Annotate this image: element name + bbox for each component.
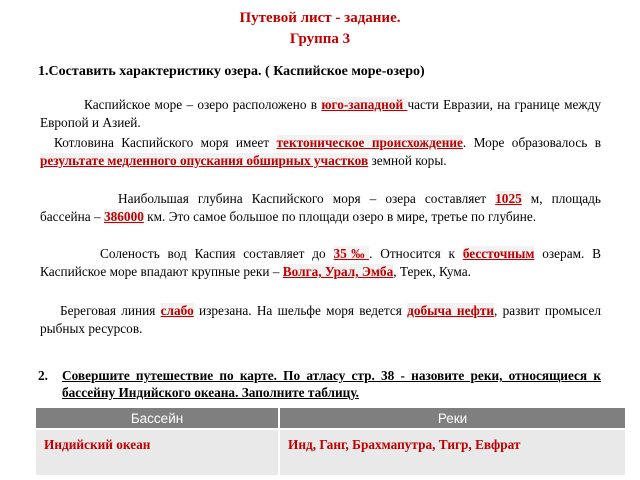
text: Котловина Каспийского моря имеет xyxy=(54,135,277,150)
table-header-basin: Бассейн xyxy=(36,408,279,429)
text: части Евразии, на границе между Европой и Азией. xyxy=(40,97,601,130)
text: Соленость вод Каспия составляет до xyxy=(100,246,334,261)
text: . Относится к xyxy=(369,246,463,261)
text: , Терек, Кума. xyxy=(393,264,471,279)
task2-text: Совершите путешествие по карте. По атласу стр. 38 - назовите реки, относящиеся к бассейну Индийского океана. Заполните таблицу. xyxy=(62,368,601,400)
task2-number: 2. xyxy=(38,368,48,383)
table-cell-basin: Индийский океан xyxy=(36,429,279,475)
paragraph-depth xyxy=(40,190,601,226)
group-subtitle: Группа 3 xyxy=(289,31,351,47)
text: изрезана. На шельфе моря ведется xyxy=(193,303,408,318)
table-header-rivers: Реки xyxy=(279,408,625,429)
answer-coastline: слабо xyxy=(160,303,194,318)
answer-location: юго-западной xyxy=(321,97,408,112)
text: км. Это самое большое по площади озеро в мире, третье по глубине. xyxy=(143,209,537,224)
page-title: Путевой лист - задание. xyxy=(239,10,401,26)
answer-depth: 1025 xyxy=(495,191,522,206)
rivers-table xyxy=(36,408,625,475)
text: Каспийское море – озеро расположено в xyxy=(84,97,322,112)
text: , развит промысел рыбных ресурсов. xyxy=(40,303,601,336)
table-row xyxy=(36,429,625,475)
answer-salinity: 35‰ xyxy=(333,246,370,261)
paragraph-coastline xyxy=(40,302,601,338)
answer-area: 386000 xyxy=(103,209,144,224)
task1-heading: 1.Составить характеристику озера. ( Каспийское море-озеро) xyxy=(38,64,425,79)
paragraph-origin xyxy=(40,134,601,170)
text: земной коры. xyxy=(368,153,447,168)
answer-rivers: Волга, Урал, Эмба xyxy=(282,264,394,279)
paragraph-salinity xyxy=(40,245,601,281)
answer-resource: добыча нефти xyxy=(407,303,495,318)
answer-formation: результате медленного опускания обширных участков xyxy=(40,153,369,168)
answer-origin: тектоническое происхождение xyxy=(276,135,463,150)
text: Наибольшая глубина Каспийского моря – озера составляет xyxy=(118,191,496,206)
text: озерам. В Каспийское море впадают крупные реки – xyxy=(40,246,602,279)
answer-drainage: бессточным xyxy=(462,246,535,261)
task2-heading xyxy=(38,367,601,401)
text: . Море образовалось в xyxy=(462,135,601,150)
table-cell-rivers: Инд, Ганг, Брахмапутра, Тигр, Евфрат xyxy=(279,429,625,475)
paragraph-location xyxy=(40,96,601,132)
text: Береговая линия xyxy=(60,303,161,318)
text: м, площадь бассейна – xyxy=(40,191,601,224)
